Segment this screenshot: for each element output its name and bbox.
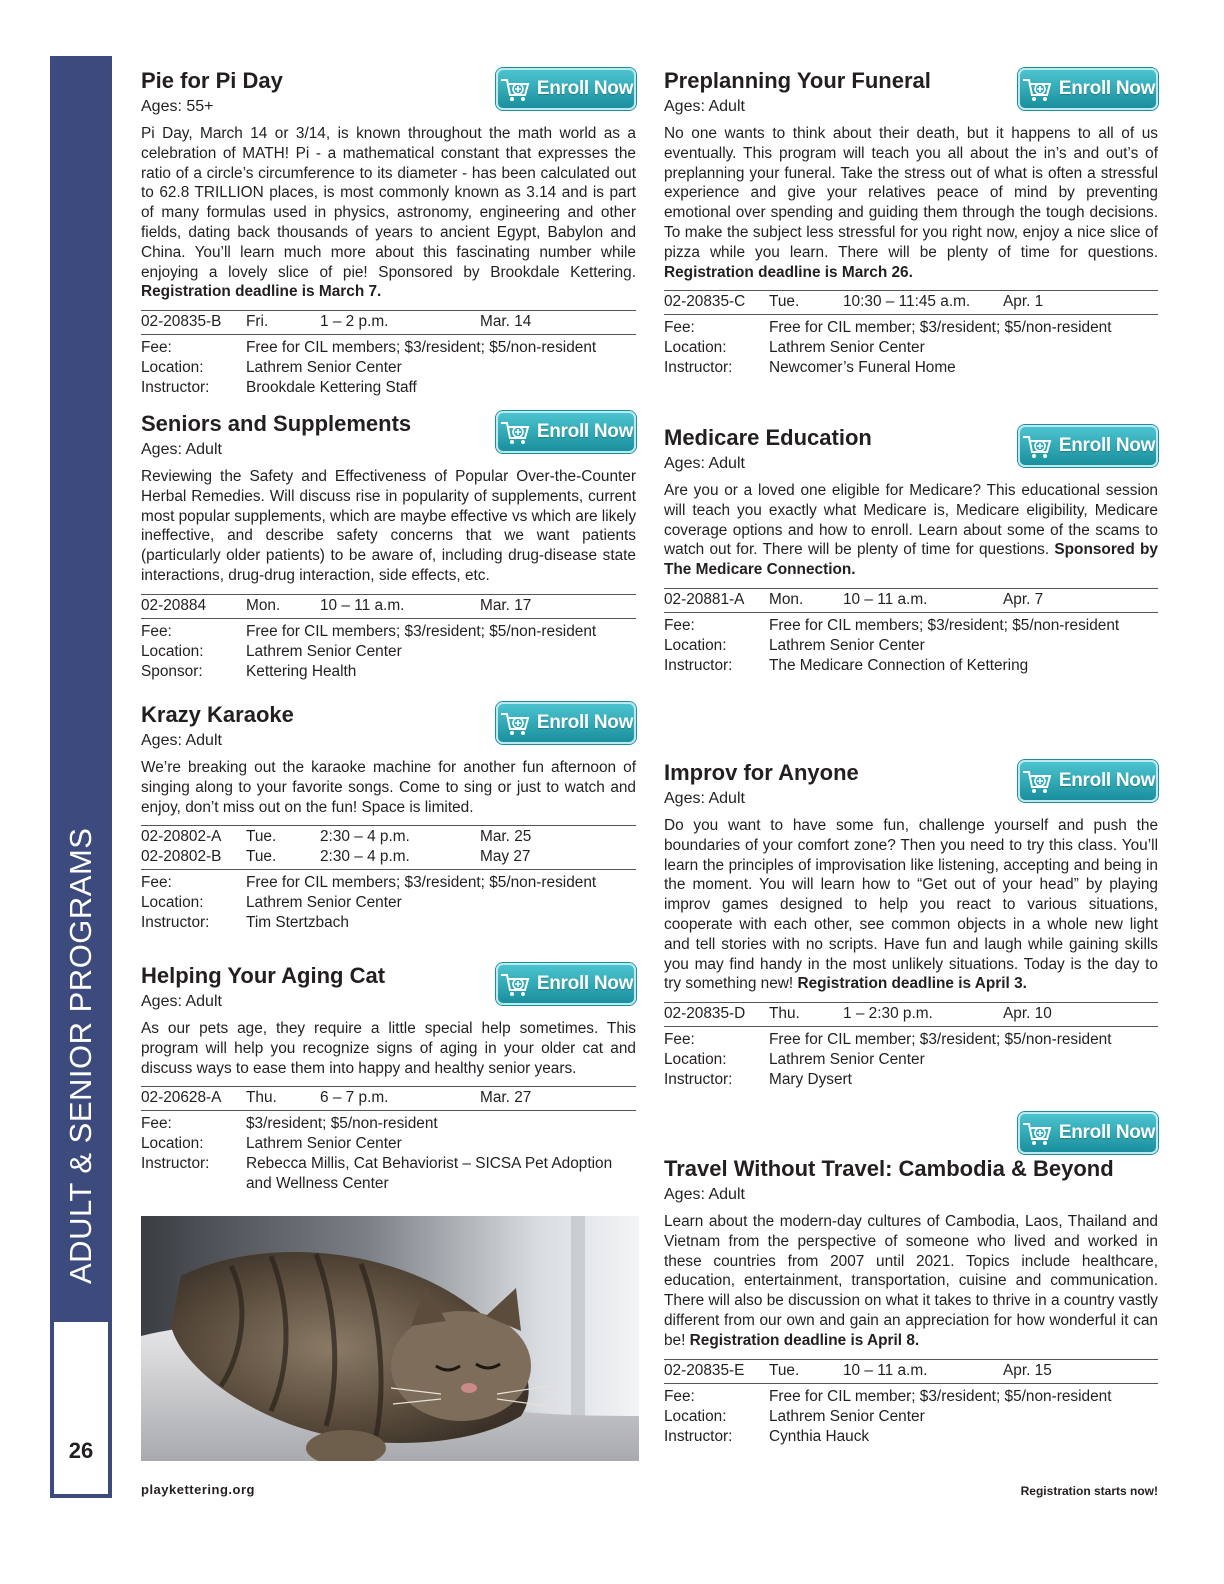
program-title: Medicare Education: [664, 425, 872, 450]
schedule-table: [664, 588, 1158, 613]
instructor-label: Instructor:: [664, 656, 733, 674]
sponsor-note: Sponsored by The Medicare Connection.: [664, 541, 1158, 579]
program-krazy-karaoke: [141, 700, 636, 933]
course-code: 02-20881-A: [664, 590, 745, 608]
course-day: Fri.: [246, 313, 269, 331]
instructor-label: Instructor:: [664, 1427, 733, 1445]
enroll-now-button[interactable]: [1018, 425, 1158, 467]
website-link[interactable]: playkettering.org: [141, 1482, 255, 1497]
course-date: Mar. 14: [480, 313, 532, 331]
schedule-row: [664, 1004, 1158, 1024]
program-description: Reviewing the Safety and Effectiveness of Popular Over-the-Counter Herbal Remedies. Will discuss rise in popularity of supplements, current most popular supplements, which are maybe effective vs which are likely ineffective, and describe safety concerns that we want patients (particularly older patients) to be aware of, including drug-disease state interactions, drug-drug interaction, side effects, etc.: [141, 468, 637, 584]
schedule-row: [664, 590, 1158, 610]
program-ages: Ages: Adult: [664, 1186, 745, 1203]
page-number-box: [50, 1322, 112, 1498]
schedule-table: [141, 594, 636, 619]
program-ages: Ages: Adult: [664, 790, 745, 807]
schedule-table: [141, 1086, 636, 1111]
course-date: Mar. 17: [480, 596, 532, 614]
location-label: Location:: [141, 359, 204, 377]
course-day: Tue.: [769, 293, 800, 311]
schedule-table: [664, 1359, 1158, 1384]
cart-plus-icon: [499, 76, 531, 102]
program-title: Seniors and Supplements: [141, 411, 412, 436]
enroll-now-button[interactable]: [496, 411, 636, 453]
fee-label: Fee:: [664, 1031, 695, 1049]
cart-plus-icon: [1021, 433, 1053, 459]
sponsor-label: Sponsor:: [141, 662, 203, 680]
location-label: Location:: [141, 642, 204, 660]
fee-value: Free for CIL member; $3/resident; $5/non-resident: [769, 1387, 1112, 1405]
schedule-row: [141, 827, 636, 847]
cat-illustration: [141, 1216, 639, 1461]
course-time: 6 – 7 p.m.: [320, 1089, 389, 1107]
course-code: 02-20628-A: [141, 1089, 222, 1107]
schedule-row: [664, 1361, 1158, 1381]
program-description: Pi Day, March 14 or 3/14, is known throughout the math world as a celebration of MATH! Pi - a mathematical constant that expresses the ratio of a circle’s circumference to its diameter - has been calculated out to 62.8 TRILLION places, is most commonly known as 3.14 and is part of many formulas used in physics, astronomy, engineering and other fields, dating back thousands of years to ancient Egypt, Babylon and China. You’ll learn much more about this fascinating number while enjoying a lovely slice of pie! Sponsored by Brookdale Kettering. Registration deadline is March 7.: [141, 125, 636, 301]
course-day: Thu.: [246, 1089, 277, 1107]
enroll-label: Enroll Now: [536, 712, 634, 733]
fee-value: $3/resident; $5/non-resident: [246, 1115, 438, 1133]
instructor-label: Instructor:: [141, 379, 210, 397]
fee-value: Free for CIL members; $3/resident; $5/non-resident: [769, 616, 1120, 634]
course-date: Mar. 27: [480, 1089, 532, 1107]
course-date: Apr. 7: [1003, 590, 1044, 608]
location-value: Lathrem Senior Center: [769, 636, 925, 654]
program-helping-your-aging-cat: [141, 961, 636, 1194]
location-value: Lathrem Senior Center: [769, 339, 925, 357]
location-value: Lathrem Senior Center: [769, 1051, 925, 1069]
course-code: 02-20835-C: [664, 293, 746, 311]
program-description: Learn about the modern-day cultures of Cambodia, Laos, Thailand and Vietnam from the perspective of someone who lived and worked in these countries from 2007 until 2021. Topics include healthcare, education, entertainment, transportation, cuisine and communication. There will also be discussion on what it takes to thrive in a country vastly different from our own and gain an appreciation for how wonderful it can be! Registration deadline is April 8.: [664, 1213, 1158, 1349]
enroll-label: Enroll Now: [536, 421, 634, 442]
enroll-now-button[interactable]: [1018, 760, 1158, 802]
program-title: Helping Your Aging Cat: [141, 963, 386, 988]
program-improv-for-anyone: [664, 758, 1158, 1090]
program-info: [664, 1387, 1158, 1447]
sponsor-value: Kettering Health: [246, 662, 357, 680]
footer-tagline: Registration starts now!: [1020, 1484, 1158, 1498]
location-label: Location:: [664, 1407, 727, 1425]
program-ages: Ages: Adult: [141, 441, 222, 458]
program-description: Are you or a loved one eligible for Medicare? This educational session will teach you exactly what Medicare is, Medicare eligibility, Medicare coverage options and how to enroll. Learn about some of the scams to watch out for. There will be plenty of time for questions. Sponsored by The Medicare Connection.: [664, 482, 1158, 579]
cart-plus-icon: [1021, 768, 1053, 794]
cart-plus-icon: [499, 710, 531, 736]
location-label: Location:: [664, 339, 727, 357]
location-label: Location:: [141, 1135, 204, 1153]
fee-value: Free for CIL members; $3/resident; $5/non-resident: [246, 339, 597, 357]
instructor-value: Tim Stertzbach: [246, 914, 349, 932]
instructor-label: Instructor:: [141, 1155, 210, 1173]
cart-plus-icon: [1021, 76, 1053, 102]
course-code: 02-20835-D: [664, 1005, 746, 1023]
cart-plus-icon: [499, 419, 531, 445]
enroll-now-button[interactable]: [1018, 68, 1158, 110]
instructor-label: Instructor:: [664, 359, 733, 377]
course-time: 1 – 2 p.m.: [320, 313, 389, 331]
registration-deadline: Registration deadline is April 8.: [689, 1331, 920, 1349]
fee-value: Free for CIL members; $3/resident; $5/non-resident: [246, 622, 597, 640]
enroll-now-button[interactable]: [1018, 1112, 1158, 1154]
program-title: Travel Without Travel: Cambodia & Beyond: [664, 1156, 1114, 1181]
instructor-value: Newcomer’s Funeral Home: [769, 359, 956, 377]
fee-value: Free for CIL member; $3/resident; $5/non-resident: [769, 319, 1112, 337]
course-code: 02-20802-B: [141, 848, 222, 866]
enroll-label: Enroll Now: [536, 78, 634, 99]
course-time: 10 – 11 a.m.: [320, 596, 405, 614]
fee-label: Fee:: [664, 319, 695, 337]
registration-deadline: Registration deadline is April 3.: [797, 975, 1027, 993]
registration-deadline: Registration deadline is March 26.: [664, 263, 913, 281]
program-info: [664, 616, 1158, 676]
program-travel-without-travel: [664, 1154, 1158, 1447]
course-date: May 27: [480, 848, 531, 866]
fee-label: Fee:: [141, 1115, 172, 1133]
course-day: Tue.: [769, 1361, 800, 1379]
program-title: Pie for Pi Day: [141, 68, 283, 93]
registration-deadline: Registration deadline is March 7.: [141, 283, 382, 301]
fee-label: Fee:: [141, 622, 172, 640]
fee-label: Fee:: [664, 1387, 695, 1405]
location-label: Location:: [664, 636, 727, 654]
program-ages: Ages: 55+: [141, 98, 214, 115]
course-day: Mon.: [246, 596, 281, 614]
course-day: Thu.: [769, 1005, 800, 1023]
sleeping-cat-photo: [141, 1216, 639, 1461]
enroll-label: Enroll Now: [536, 973, 634, 994]
program-info: [664, 1030, 1158, 1090]
instructor-value: Mary Dysert: [769, 1071, 852, 1089]
course-day: Tue.: [246, 848, 277, 866]
location-label: Location:: [664, 1051, 727, 1069]
course-time: 1 – 2:30 p.m.: [843, 1005, 933, 1023]
fee-label: Fee:: [141, 339, 172, 357]
location-value: Lathrem Senior Center: [769, 1407, 925, 1425]
program-ages: Ages: Adult: [664, 98, 745, 115]
program-title: Improv for Anyone: [664, 760, 859, 785]
program-description: As our pets age, they require a little special help sometimes. This program will help you recognize signs of aging in your older cat and discuss ways to ease them into happy and healthy senior years.: [141, 1020, 636, 1077]
fee-value: Free for CIL members; $3/resident; $5/non-resident: [246, 874, 597, 892]
course-day: Mon.: [769, 590, 804, 608]
course-time: 10 – 11 a.m.: [843, 1361, 928, 1379]
schedule-table: [664, 290, 1158, 315]
program-preplanning-your-funeral: [664, 66, 1158, 378]
course-date: Apr. 10: [1003, 1005, 1052, 1023]
enroll-now-button[interactable]: [496, 68, 636, 110]
schedule-table: [141, 825, 636, 870]
program-info: [664, 318, 1158, 378]
program-info: [141, 622, 636, 682]
program-ages: Ages: Adult: [141, 993, 222, 1010]
schedule-row: [664, 292, 1158, 312]
course-time: 2:30 – 4 p.m.: [320, 848, 410, 866]
course-code: 02-20835-B: [141, 313, 222, 331]
enroll-now-button[interactable]: [496, 963, 636, 1005]
cart-plus-icon: [499, 971, 531, 997]
program-ages: Ages: Adult: [664, 455, 745, 472]
course-date: Apr. 1: [1003, 293, 1044, 311]
location-value: Lathrem Senior Center: [246, 359, 402, 377]
course-time: 10 – 11 a.m.: [843, 590, 928, 608]
course-date: Mar. 25: [480, 828, 532, 846]
instructor-value: The Medicare Connection of Kettering: [769, 656, 1029, 674]
instructor-label: Instructor:: [141, 914, 210, 932]
schedule-row: [141, 1088, 636, 1108]
course-code: 02-20802-A: [141, 828, 222, 846]
schedule-table: [664, 1002, 1158, 1027]
fee-value: Free for CIL member; $3/resident; $5/non-resident: [769, 1031, 1112, 1049]
schedule-row: [141, 847, 636, 867]
program-medicare-education: [664, 423, 1158, 676]
location-value: Lathrem Senior Center: [246, 642, 402, 660]
location-label: Location:: [141, 894, 204, 912]
instructor-label: Instructor:: [664, 1071, 733, 1089]
course-time: 10:30 – 11:45 a.m.: [843, 293, 971, 311]
program-description: No one wants to think about their death, but it happens to all of us eventually. This program will teach you all about the in’s and out’s of preplanning your funeral. Take the stress out of what is often a stressful experience and give your relatives peace of mind by preventing emotional over spending and guiding them through the tough decisions. To make the subject less stressful for you right now, enjoy a nice slice of pizza while you learn. There will be plenty of time for questions. Registration deadline is March 26.: [664, 125, 1158, 281]
fee-label: Fee:: [141, 874, 172, 892]
enroll-label: Enroll Now: [1058, 770, 1156, 791]
course-time: 2:30 – 4 p.m.: [320, 828, 410, 846]
course-day: Tue.: [246, 828, 277, 846]
course-date: Apr. 15: [1003, 1361, 1052, 1379]
page-number: 26: [68, 1438, 94, 1463]
program-info: [141, 1114, 636, 1194]
location-value: Lathrem Senior Center: [246, 894, 402, 912]
program-description: We’re breaking out the karaoke machine for another fun afternoon of singing along to your favorite songs. Come to sing or just to watch and enjoy, don’t miss out on the fun! Space is limited.: [141, 759, 636, 816]
program-description: Do you want to have some fun, challenge yourself and push the boundaries of your comfort zone? Then you need to try this class. You’ll learn the principles of improvisation like listening, accepting and being in the moment. You will learn how to “Get out of your head” by playing improv games designed to help you react to various situations, cooperate with each other, see common objects in a whole new light and tell stories with no scripts. Have fun and laugh while gaining skills you may find handy in the most unlikely situations. Today is the day to try something new! Registration deadline is April 3.: [664, 817, 1158, 993]
program-title: Preplanning Your Funeral: [664, 68, 931, 93]
program-ages: Ages: Adult: [141, 732, 222, 749]
schedule-row: [141, 312, 636, 332]
enroll-now-button[interactable]: [496, 702, 636, 744]
enroll-label: Enroll Now: [1058, 435, 1156, 456]
instructor-value: Cynthia Hauck: [769, 1427, 870, 1445]
enroll-label: Enroll Now: [1058, 1122, 1156, 1143]
course-code: 02-20884: [141, 596, 207, 614]
enroll-label: Enroll Now: [1058, 78, 1156, 99]
cart-plus-icon: [1021, 1120, 1053, 1146]
location-value: Lathrem Senior Center: [246, 1135, 402, 1153]
fee-label: Fee:: [664, 616, 695, 634]
program-seniors-and-supplements: [141, 409, 636, 682]
program-title: Krazy Karaoke: [141, 702, 294, 727]
schedule-row: [141, 596, 636, 616]
instructor-value: Brookdale Kettering Staff: [246, 379, 417, 397]
program-pie-for-pi-day: [141, 66, 636, 398]
instructor-value: Rebecca Millis, Cat Behaviorist – SICSA Pet Adoption and Wellness Center: [246, 1155, 613, 1193]
program-info: [141, 338, 636, 398]
program-info: [141, 873, 636, 933]
schedule-table: [141, 310, 636, 335]
course-code: 02-20835-E: [664, 1361, 745, 1379]
